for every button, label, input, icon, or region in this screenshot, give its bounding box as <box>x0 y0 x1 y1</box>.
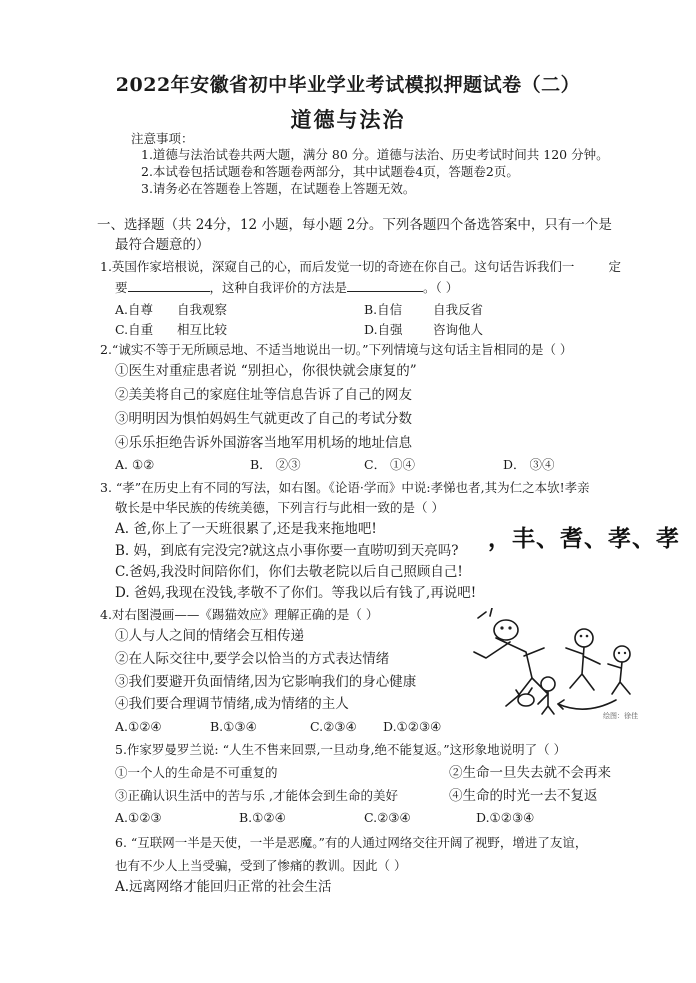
answer-blank <box>128 278 210 292</box>
statement-item: ②生命一旦失去就不会再来 <box>449 765 611 781</box>
option-a: A.①②③ <box>115 810 162 825</box>
option-c: C． ①④ <box>364 457 416 472</box>
option-a-text: 自我观察 <box>177 302 228 317</box>
cartoon-credit: 绘图：徐佳 <box>603 712 638 720</box>
question-6-stem-cont: 也有不少人上当受骗，受到了惨痛的教训。因此（ ） <box>115 858 407 873</box>
question-1-stem-cont: 要 ，这种自我评价的方法是 。（ ） <box>115 280 459 295</box>
statement-item: ③我们要避开负面情绪,因为它影响我们的身心健康 <box>115 674 417 690</box>
note-item: 2.本试卷包括试题卷和答题卷两部分，其中试题卷4页，答题卷2页。 <box>141 164 519 179</box>
notes-heading: 注意事项： <box>131 131 194 146</box>
question-3-stem-cont: 敬长是中华民族的传统美德，下列言行与此相一致的是（ ） <box>115 500 444 515</box>
subject-title: 道德与法治 <box>290 107 406 132</box>
option-a: A.自尊 <box>115 302 154 317</box>
question-2-stem: 2.“诚实不等于无所顾忌地、不适当地说出一切。”下列情境与这句话主旨相同的是（ ） <box>100 342 573 357</box>
option-c: C.爸妈,我没时间陪你们，你们去敬老院以后自己照顾自己! <box>115 564 463 580</box>
kick-the-cat-cartoon <box>466 608 648 720</box>
option-d-text: 咨询他人 <box>433 322 484 337</box>
exam-title: 2022年安徽省初中毕业学业考试模拟押题试卷（二） <box>115 74 581 96</box>
statement-item: ④生命的时光一去不复返 <box>449 788 598 804</box>
option-a: A. 爸,你上了一天班很累了,还是我来拖地吧! <box>115 521 377 537</box>
statement-item: ①医生对重症患者说 “别担心，你很快就会康复的” <box>115 363 417 379</box>
statement-item: ④乐乐拒绝告诉外国游客当地军用机场的地址信息 <box>115 435 412 451</box>
section-heading-cont: 最符合题意的） <box>115 237 210 253</box>
option-c: C.②③④ <box>364 810 411 825</box>
option-a: A.①②④ <box>115 719 162 734</box>
answer-blank <box>347 278 423 292</box>
option-b: B.①②④ <box>239 810 286 825</box>
statement-item: ②美美将自己的家庭住址等信息告诉了自己的网友 <box>115 387 412 403</box>
option-b: B. 妈，到底有完没完?就这点小事你要一直唠叨到天亮吗? <box>115 543 459 559</box>
option-b-text: 自我反省 <box>433 302 484 317</box>
option-c: C.②③④ <box>310 719 357 734</box>
option-c-text: 相互比较 <box>177 322 228 337</box>
option-d: D. 爸妈,我现在没钱,孝敬不了你们。等我以后有钱了,再说吧! <box>115 585 477 601</box>
question-5-stem: 5.作家罗曼罗兰说: “人生不售来回票,一旦动身,绝不能复返。”这形象地说明了（ ） <box>115 742 567 757</box>
option-d: D.自强 <box>364 322 403 337</box>
option-d: D． ③④ <box>503 457 555 472</box>
xiao-character-variants-image: ，丰、䎛、孝、孝 <box>488 525 680 552</box>
option-a: A.远离网络才能回归正常的社会生活 <box>115 879 332 895</box>
option-c: C.自重 <box>115 322 154 337</box>
question-3-stem: 3. “孝”在历史上有不同的写法，如右图。《论语·学而》中说:孝悌也者,其为仁之本欤!孝亲 <box>100 480 590 495</box>
option-d: D.①②③④ <box>383 719 442 734</box>
note-item: 1.道德与法治试卷共两大题，满分 80 分。道德与法治、历史考试时间共 120 分钟。 <box>141 147 609 162</box>
question-4-stem: 4.对右图漫画——《踢猫效应》理解正确的是（ ） <box>100 607 379 622</box>
note-item: 3.请务必在答题卷上答题，在试题卷上答题无效。 <box>141 181 416 196</box>
statement-item: ③明明因为惧怕妈妈生气就更改了自己的考试分数 <box>115 411 412 427</box>
option-a: A. ①② <box>115 457 155 472</box>
option-b: B． ②③ <box>250 457 301 472</box>
question-6-stem: 6. “互联网一半是天使，一半是恶魔。”有的人通过网络交往开阔了视野，增进了友谊， <box>115 835 588 850</box>
option-b: B.自信 <box>364 302 403 317</box>
section-heading: 一、选择题（共 24分，12 小题，每小题 2分。下列各题四个备选答案中，只有一个是 <box>97 217 612 233</box>
statement-item: ③正确认识生活中的苦与乐 ,才能体会到生命的美好 <box>115 788 398 803</box>
option-b: B.①③④ <box>210 719 257 734</box>
option-d: D.①②③④ <box>476 810 535 825</box>
statement-item: ①人与人之间的情绪会互相传递 <box>115 628 304 644</box>
statement-item: ②在人际交往中,要学会以恰当的方式表达情绪 <box>115 651 390 667</box>
statement-item: ①一个人的生命是不可重复的 <box>115 765 278 780</box>
question-1-stem: 1.英国作家培根说，深窥自己的心，而后发觉一切的奇迹在你自己。这句话告诉我们一 定 <box>100 259 621 274</box>
statement-item: ④我们要合理调节情绪,成为情绪的主人 <box>115 696 349 712</box>
